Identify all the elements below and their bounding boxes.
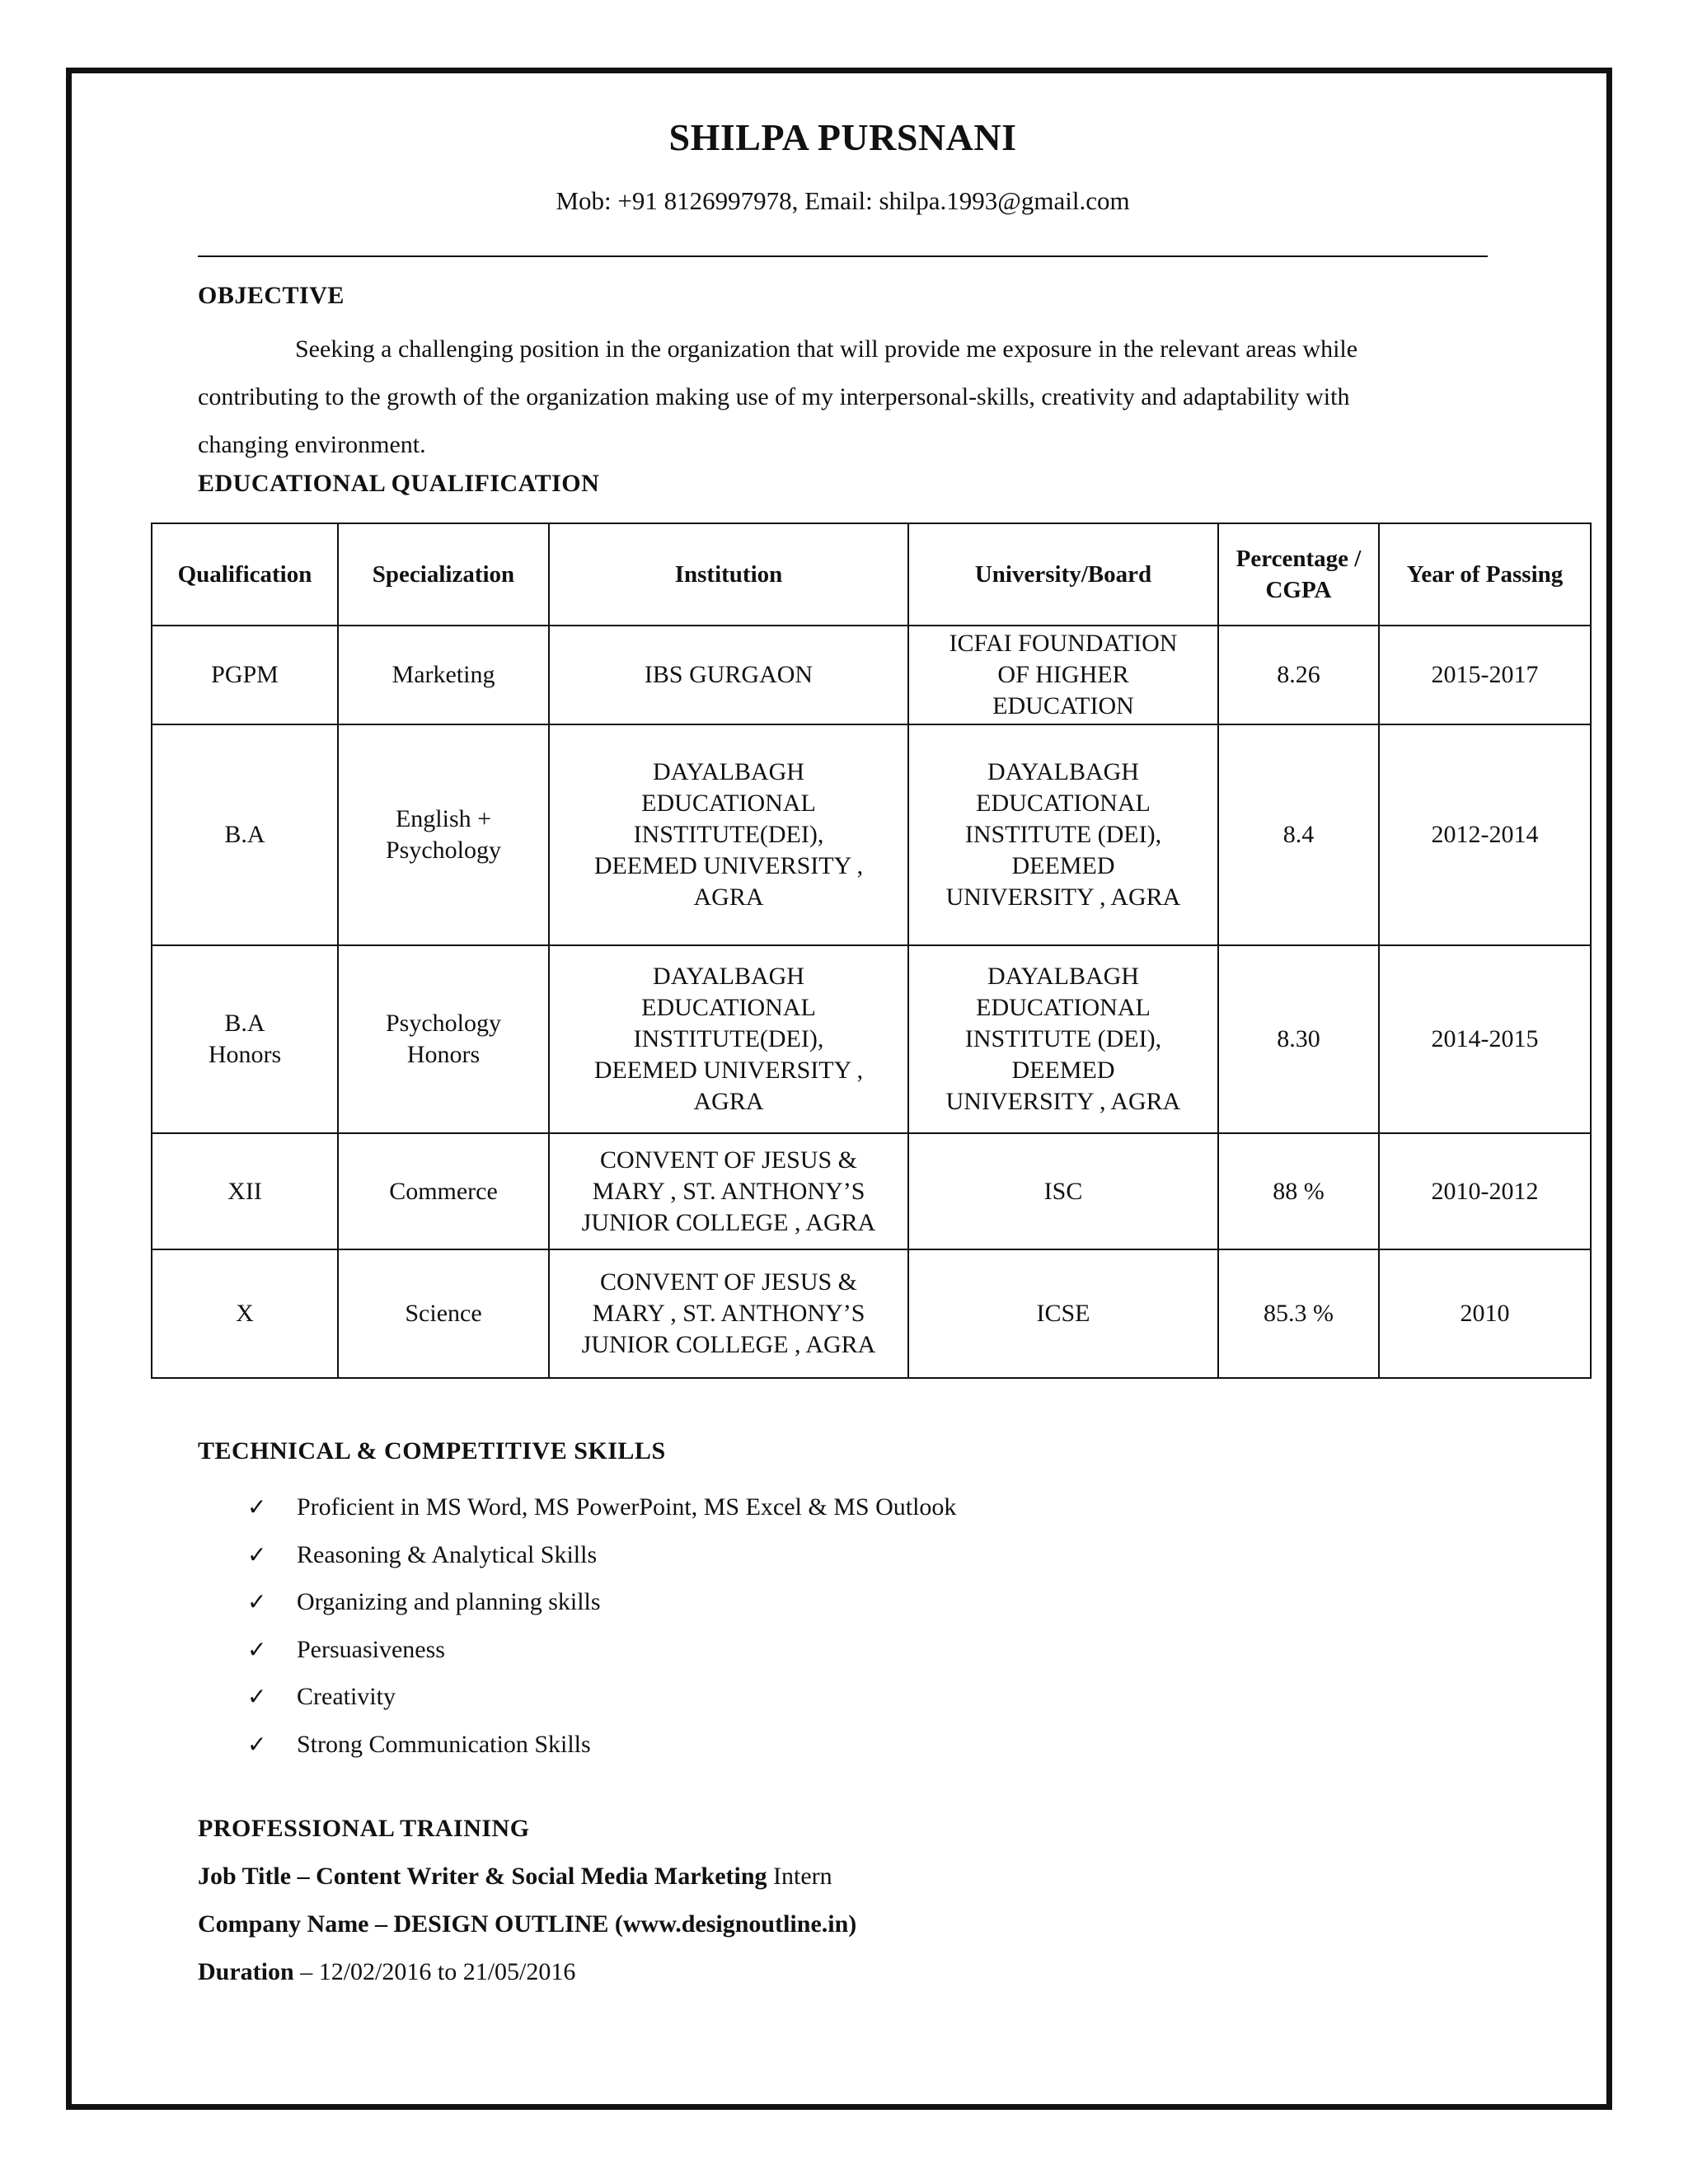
cell-text: MARY , ST. ANTHONY’S bbox=[592, 1300, 865, 1327]
institution-cell bbox=[549, 945, 908, 1133]
cell-text: Honors bbox=[406, 1041, 481, 1068]
job-title-value: Intern bbox=[773, 1863, 832, 1890]
duration-label: Duration bbox=[198, 1958, 294, 1985]
table-header-row bbox=[152, 523, 1591, 626]
cell-text: Science bbox=[405, 1300, 482, 1327]
objective-heading: OBJECTIVE bbox=[198, 282, 345, 309]
skill-item: ✓ Organizing and planning skills bbox=[247, 1578, 956, 1626]
cell-text: EDUCATION bbox=[992, 692, 1134, 719]
cell-text: JUNIOR COLLEGE , AGRA bbox=[581, 1331, 876, 1358]
cell-text: INSTITUTE(DEI), bbox=[633, 1025, 824, 1052]
table-row bbox=[152, 1133, 1591, 1249]
checkmark-icon: ✓ bbox=[247, 1730, 267, 1758]
cell-text: DEEMED UNIVERSITY , bbox=[593, 1057, 864, 1084]
cell-text: ICSE bbox=[1036, 1300, 1090, 1327]
cell-text: 2010 bbox=[1460, 1300, 1510, 1327]
cell-text: UNIVERSITY , AGRA bbox=[945, 1088, 1181, 1115]
duration-value: – 12/02/2016 to 21/05/2016 bbox=[300, 1958, 576, 1985]
qualification-cell bbox=[152, 724, 338, 945]
year-cell bbox=[1379, 1133, 1591, 1249]
qualification-cell bbox=[152, 1249, 338, 1378]
checkmark-icon: ✓ bbox=[247, 1635, 267, 1663]
cell-text: X bbox=[236, 1300, 254, 1327]
checkmark-icon: ✓ bbox=[247, 1540, 267, 1568]
university-cell bbox=[908, 724, 1218, 945]
specialization-cell bbox=[338, 626, 549, 724]
cell-text: Honors bbox=[208, 1041, 282, 1068]
cell-text: EDUCATIONAL bbox=[976, 994, 1151, 1021]
skills-heading: TECHNICAL & COMPETITIVE SKILLS bbox=[198, 1437, 666, 1465]
specialization-cell bbox=[338, 1133, 549, 1249]
cell-text: CONVENT OF JESUS & bbox=[600, 1146, 857, 1174]
cell-text: IBS GURGAON bbox=[644, 661, 814, 688]
skills-list bbox=[247, 1483, 956, 1768]
institution-cell bbox=[549, 1249, 908, 1378]
cell-text: 88 % bbox=[1273, 1177, 1325, 1205]
cell-text: PGPM bbox=[211, 661, 279, 688]
checkmark-icon: ✓ bbox=[247, 1588, 267, 1615]
cell-text: AGRA bbox=[693, 1088, 764, 1115]
column-header: Percentage / CGPA bbox=[1218, 523, 1379, 626]
cell-text: INSTITUTE(DEI), bbox=[633, 821, 824, 848]
cell-text: AGRA bbox=[693, 883, 764, 911]
university-cell bbox=[908, 945, 1218, 1133]
score-cell bbox=[1218, 1249, 1379, 1378]
objective-text: Seeking a challenging position in the organization that will provide me exposure in the relevant areas while contributing to the growth of the organization making use of my interpersonal-skills, creativity and adaptability with changing environment. bbox=[198, 335, 1358, 458]
cell-text: JUNIOR COLLEGE , AGRA bbox=[581, 1208, 876, 1236]
header-divider bbox=[198, 255, 1488, 257]
duration-line bbox=[198, 1958, 575, 1986]
cell-text: EDUCATIONAL bbox=[641, 790, 816, 817]
university-cell bbox=[908, 626, 1218, 724]
score-cell bbox=[1218, 945, 1379, 1133]
cell-text: ISC bbox=[1043, 1177, 1083, 1205]
qualification-cell bbox=[152, 1133, 338, 1249]
cell-text: B.A bbox=[224, 1010, 265, 1037]
cell-text: CONVENT OF JESUS & bbox=[600, 1268, 857, 1296]
company-label: Company Name – DESIGN OUTLINE (www.designoutline.in) bbox=[198, 1910, 857, 1938]
university-cell bbox=[908, 1133, 1218, 1249]
skill-item: ✓ Proficient in MS Word, MS PowerPoint, MS Excel & MS Outlook bbox=[247, 1483, 956, 1531]
specialization-cell bbox=[338, 1249, 549, 1378]
year-cell bbox=[1379, 724, 1591, 945]
checkmark-icon: ✓ bbox=[247, 1683, 267, 1710]
education-table-body bbox=[152, 626, 1591, 1378]
table-row bbox=[152, 724, 1591, 945]
skill-item: ✓ Persuasiveness bbox=[247, 1626, 956, 1674]
education-table bbox=[151, 523, 1592, 1379]
institution-cell bbox=[549, 724, 908, 945]
table-row bbox=[152, 626, 1591, 724]
column-header: Year of Passing bbox=[1379, 523, 1591, 626]
cell-text: English + bbox=[395, 805, 492, 832]
job-title-label: Job Title – Content Writer & Social Media Marketing bbox=[198, 1863, 767, 1890]
score-cell bbox=[1218, 626, 1379, 724]
cell-text: UNIVERSITY , AGRA bbox=[945, 883, 1181, 911]
cell-text: OF HIGHER bbox=[997, 661, 1129, 688]
specialization-cell bbox=[338, 724, 549, 945]
cell-text: 2015-2017 bbox=[1431, 661, 1539, 688]
skill-item: ✓ Strong Communication Skills bbox=[247, 1721, 956, 1769]
cell-text: Marketing bbox=[392, 661, 495, 688]
cell-text: 8.30 bbox=[1277, 1025, 1320, 1052]
cell-text: Commerce bbox=[389, 1177, 498, 1205]
job-title-line bbox=[198, 1863, 832, 1891]
skill-item: ✓ Creativity bbox=[247, 1673, 956, 1721]
training-heading: PROFESSIONAL TRAINING bbox=[198, 1815, 530, 1842]
cell-text: DEEMED bbox=[1011, 852, 1115, 879]
year-cell bbox=[1379, 945, 1591, 1133]
candidate-name: SHILPA PURSNANI bbox=[668, 116, 1017, 158]
qualification-cell bbox=[152, 626, 338, 724]
cell-text: INSTITUTE (DEI), bbox=[964, 1025, 1162, 1052]
university-cell bbox=[908, 1249, 1218, 1378]
year-cell bbox=[1379, 1249, 1591, 1378]
cell-text: EDUCATIONAL bbox=[641, 994, 816, 1021]
cell-text: 2010-2012 bbox=[1431, 1177, 1539, 1205]
cell-text: B.A bbox=[224, 821, 265, 848]
education-heading: EDUCATIONAL QUALIFICATION bbox=[198, 470, 600, 497]
specialization-cell bbox=[338, 945, 549, 1133]
cell-text: MARY , ST. ANTHONY’S bbox=[592, 1177, 865, 1205]
cell-text: 2014-2015 bbox=[1431, 1025, 1539, 1052]
checkmark-icon: ✓ bbox=[247, 1493, 267, 1521]
cell-text: 85.3 % bbox=[1264, 1300, 1334, 1327]
institution-cell bbox=[549, 1133, 908, 1249]
table-row bbox=[152, 1249, 1591, 1378]
cell-text: DAYALBAGH bbox=[987, 963, 1139, 990]
score-cell bbox=[1218, 724, 1379, 945]
cell-text: 2012-2014 bbox=[1431, 821, 1539, 848]
cell-text: INSTITUTE (DEI), bbox=[964, 821, 1162, 848]
company-line bbox=[198, 1910, 856, 1938]
contact-line: Mob: +91 8126997978, Email: shilpa.1993@gmail.com bbox=[556, 186, 1130, 215]
cell-text: DAYALBAGH bbox=[653, 963, 804, 990]
cell-text: DEEMED bbox=[1011, 1057, 1115, 1084]
cell-text: ICFAI FOUNDATION bbox=[949, 630, 1178, 657]
cell-text: Psychology bbox=[385, 1010, 501, 1037]
year-cell bbox=[1379, 626, 1591, 724]
score-cell bbox=[1218, 1133, 1379, 1249]
qualification-cell bbox=[152, 945, 338, 1133]
cell-text: DAYALBAGH bbox=[987, 758, 1139, 785]
cell-text: 8.4 bbox=[1282, 821, 1315, 848]
column-header: Institution bbox=[549, 523, 908, 626]
table-row bbox=[152, 945, 1591, 1133]
institution-cell bbox=[549, 626, 908, 724]
column-header: Specialization bbox=[338, 523, 549, 626]
column-header: University/Board bbox=[908, 523, 1218, 626]
cell-text: EDUCATIONAL bbox=[976, 790, 1151, 817]
cell-text: DAYALBAGH bbox=[653, 758, 804, 785]
skill-item: ✓ Reasoning & Analytical Skills bbox=[247, 1531, 956, 1579]
cell-text: 8.26 bbox=[1277, 661, 1320, 688]
cell-text: DEEMED UNIVERSITY , bbox=[593, 852, 864, 879]
cell-text: XII bbox=[227, 1177, 262, 1205]
column-header: Qualification bbox=[152, 523, 338, 626]
cell-text: Psychology bbox=[385, 837, 501, 864]
